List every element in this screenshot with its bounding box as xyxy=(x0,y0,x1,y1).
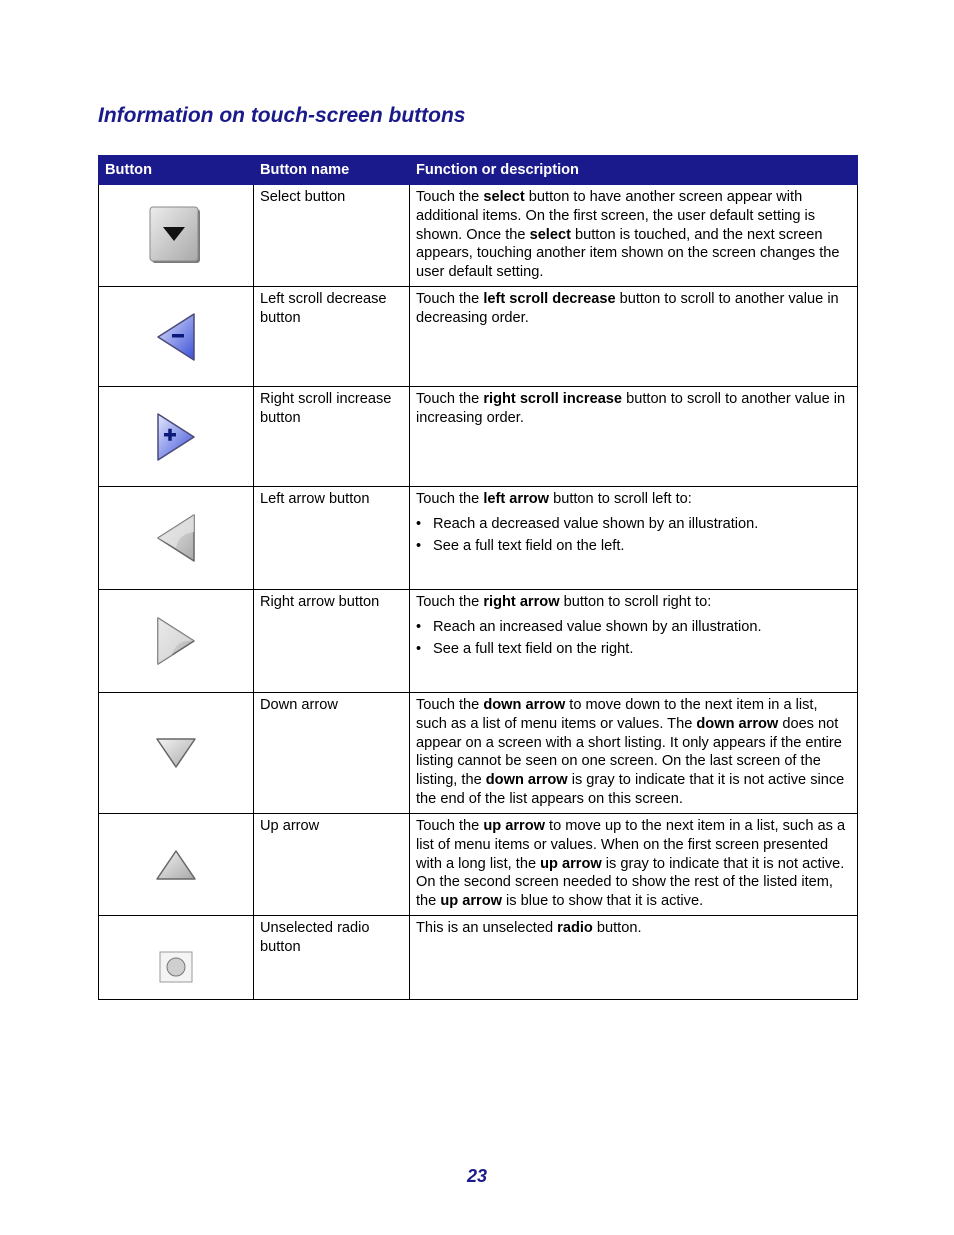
description-text xyxy=(416,593,851,612)
description-cell xyxy=(410,916,858,1000)
header-button-name: Button name xyxy=(254,156,410,185)
page-number: 23 xyxy=(466,1166,488,1186)
text-run: button. xyxy=(592,920,642,936)
bold-term: down arrow xyxy=(696,715,779,732)
table-row xyxy=(99,814,858,916)
description-text xyxy=(416,696,851,809)
button-name-cell: Up arrow xyxy=(254,814,410,916)
bullet-list xyxy=(416,515,851,556)
select-button-icon xyxy=(148,205,204,267)
text-run: Touch the xyxy=(416,491,484,507)
table-row xyxy=(99,590,858,693)
list-item: • Reach a decreased value shown by an illustration. xyxy=(416,515,851,534)
description-cell xyxy=(410,287,858,387)
button-name-cell: Select button xyxy=(254,185,410,287)
text-run: Touch the xyxy=(416,818,484,834)
table-header-row xyxy=(99,156,858,185)
down-arrow-icon xyxy=(154,735,198,771)
text-run: button is touched, and the next screen appears, touching another item shown on the screen changes the user default setting. xyxy=(416,226,840,281)
section-heading: Information on touch-screen buttons xyxy=(98,104,466,127)
bold-term: radio xyxy=(557,920,593,936)
text-run: button to scroll right to: xyxy=(559,594,712,610)
right-scroll-increase-icon xyxy=(154,411,198,463)
text-run: Touch the xyxy=(416,594,484,610)
description-cell xyxy=(410,590,858,693)
list-item: • See a full text field on the left. xyxy=(416,537,851,556)
description-cell xyxy=(410,185,858,287)
table-row xyxy=(99,387,858,487)
header-button: Button xyxy=(99,156,254,185)
text-run: button to scroll to another value in decreasing order. xyxy=(416,291,839,326)
text-run: Touch the xyxy=(416,291,484,307)
description-text xyxy=(416,290,851,328)
text-run: button to scroll to another value in increasing order. xyxy=(416,391,846,426)
bold-term: up arrow xyxy=(483,818,545,834)
bold-term: right arrow xyxy=(483,594,560,610)
description-text xyxy=(416,490,851,509)
table-row xyxy=(99,487,858,590)
bold-term: up arrow xyxy=(540,855,602,872)
description-text xyxy=(416,188,851,282)
button-name-cell: Down arrow xyxy=(254,693,410,814)
bold-term: select xyxy=(529,226,571,243)
right-arrow-icon xyxy=(154,615,198,667)
description-cell xyxy=(410,387,858,487)
left-scroll-decrease-icon xyxy=(154,311,198,363)
description-cell xyxy=(410,814,858,916)
header-function: Function or description xyxy=(410,156,858,185)
text-run: is gray to indicate that it is not active. On the second screen needed to show the rest of the listed item, the xyxy=(416,855,845,910)
table-row xyxy=(99,287,858,387)
text-run: button to have another screen appear with additional items. On the first screen, the user default setting is shown. Once the xyxy=(416,189,816,243)
bold-term: up arrow xyxy=(440,893,502,910)
text-run: This is an unselected xyxy=(416,920,558,936)
text-run: button to scroll left to: xyxy=(549,491,692,507)
description-text xyxy=(416,390,851,428)
table-row xyxy=(99,185,858,287)
list-item: • See a full text field on the right. xyxy=(416,640,851,659)
button-name-cell: Right arrow button xyxy=(254,590,410,693)
text-run: to move down to the next item in a list, such as a list of menu items or values. The xyxy=(416,697,818,732)
bold-term: right scroll increase xyxy=(483,391,623,407)
list-item: • Reach an increased value shown by an illustration. xyxy=(416,618,851,637)
text-run: Touch the xyxy=(416,697,484,713)
button-name-cell: Left arrow button xyxy=(254,487,410,590)
bullet-list xyxy=(416,618,851,659)
left-arrow-icon xyxy=(154,512,198,564)
text-run: is gray to indicate that it is not active since the end of the list appears on this screen. xyxy=(416,772,845,807)
description-cell xyxy=(410,487,858,590)
description-cell xyxy=(410,693,858,814)
up-arrow-icon xyxy=(154,847,198,883)
text-run: does not appear on a screen with a short listing. It only appears if the entire listing cannot be seen on one screen. On the last screen of the listing, the xyxy=(416,715,842,789)
button-name-cell: Unselected radio button xyxy=(254,916,410,1000)
text-run: Touch the xyxy=(416,189,484,205)
bold-term: select xyxy=(483,189,525,205)
description-text xyxy=(416,817,851,911)
text-run: is blue to show that it is active. xyxy=(501,893,704,910)
table-row xyxy=(99,916,858,1000)
table-row xyxy=(99,693,858,814)
bold-term: left arrow xyxy=(483,491,550,507)
text-run: Touch the xyxy=(416,391,484,407)
bold-term: left scroll decrease xyxy=(483,291,616,307)
button-name-cell: Left scroll decrease button xyxy=(254,287,410,387)
buttons-table xyxy=(98,155,858,1000)
bold-term: down arrow xyxy=(485,772,568,789)
text-run: to move up to the next item in a list, such as a list of menu items or values. When on the first screen presented with a long list, the xyxy=(416,818,846,872)
bold-term: down arrow xyxy=(483,697,566,713)
button-name-cell: Right scroll increase button xyxy=(254,387,410,487)
unselected-radio-icon xyxy=(158,950,194,984)
description-text xyxy=(416,919,851,938)
